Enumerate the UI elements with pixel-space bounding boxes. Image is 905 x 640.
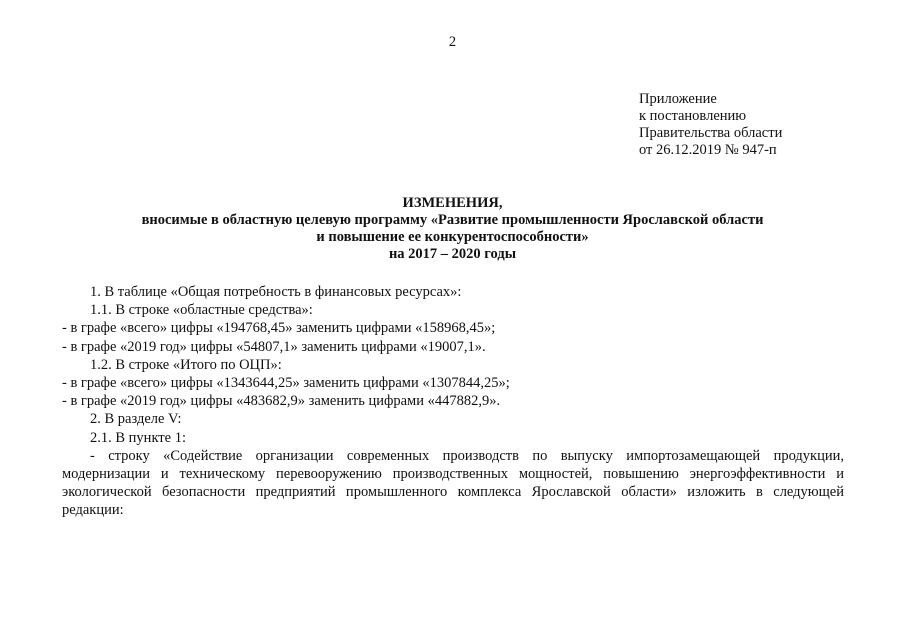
paragraph: - строку «Содействие организации современных производств по выпуску импортозамещающей продукции, модернизации и техническому перевооружению производственных мощностей, повышению энергоэффективности и экологической безопасности предприятий промышленного комплекса Ярославской области» изложить в следующей редакции:: [62, 447, 844, 519]
appendix-line: к постановлению: [639, 108, 747, 124]
paragraph: 1. В таблице «Общая потребность в финансовых ресурсах»:: [90, 284, 462, 300]
page-number: 2: [448, 34, 457, 50]
paragraph: 2.1. В пункте 1:: [90, 429, 186, 446]
paragraph: 1.2. В строке «Итого по ОЦП»:: [90, 356, 282, 373]
paragraph: 1.1. В строке «областные средства»:: [90, 302, 313, 319]
paragraph: - в графе «2019 год» цифры «483682,9» заменить цифрами «447882,9».: [62, 393, 501, 410]
document-heading: [0, 195, 905, 263]
heading-line: на 2017 – 2020 годы: [388, 246, 517, 262]
paragraph: - в графе «всего» цифры «194768,45» заменить цифрами «158968,45»;: [62, 320, 496, 337]
heading-line: и повышение ее конкурентоспособности»: [316, 229, 589, 245]
paragraph: - в графе «2019 год» цифры «54807,1» заменить цифрами «19007,1».: [62, 338, 486, 355]
appendix-block: [639, 91, 782, 159]
paragraph: 2. В разделе V:: [90, 411, 182, 428]
document-body: [62, 283, 844, 520]
paragraph: - в графе «всего» цифры «1343644,25» заменить цифрами «1307844,25»;: [62, 375, 510, 392]
appendix-line: от 26.12.2019 № 947-п: [639, 142, 777, 158]
heading-title: ИЗМЕНЕНИЯ,: [402, 195, 503, 211]
heading-line: вносимые в областную целевую программу «Развитие промышленности Ярославской области: [141, 212, 764, 228]
appendix-line: Приложение: [639, 91, 717, 107]
appendix-line: Правительства области: [639, 125, 783, 141]
